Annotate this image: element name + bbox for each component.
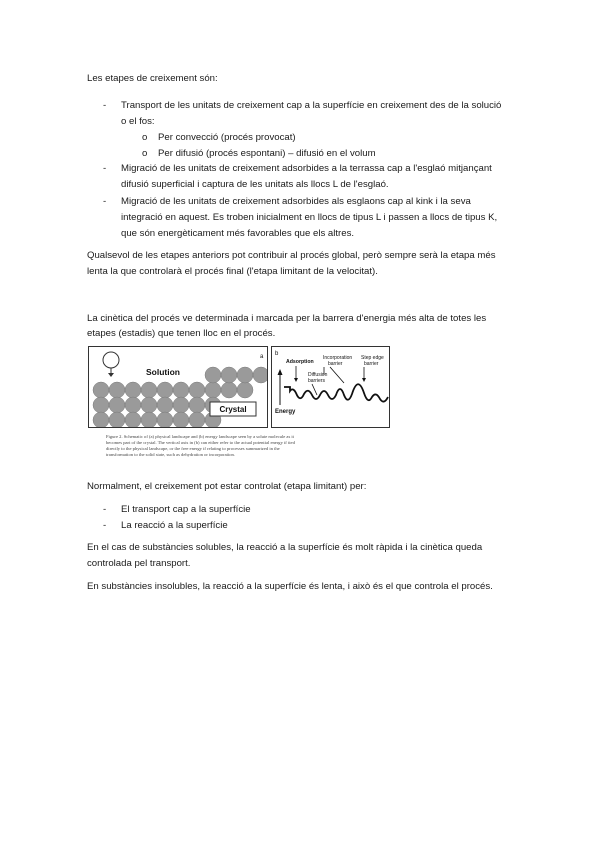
list-item-migration-line1: Migració de les unitats de creixement adsorbides a la terrassa cap a l'esglaó mitjançant (121, 163, 492, 174)
svg-text:+: + (170, 393, 176, 403)
diffusion-barriers-label: barriers (308, 378, 325, 384)
energy-curve (284, 384, 388, 401)
paragraph-cinetica-line1: La cinètica del procés ve determinada i marcada per la barrera d'energia més alta de totes les (87, 313, 487, 324)
list-bullet: - (103, 100, 107, 111)
figure (88, 346, 388, 462)
incorporation-label: Incorporation (323, 355, 353, 361)
list-item-kink-line1: Migració de les unitats de creixement adsorbides als esglaons cap al kink i la seva (121, 196, 471, 207)
svg-text:+: + (186, 393, 192, 403)
sub-item-diffusion: Per difusió (procés espontani) – difusió en el volum (158, 148, 376, 159)
figure-panel-energy-landscape (271, 346, 390, 428)
paragraph-qualsevol-line2: lenta la que controlarà el procés final (l'etapa limitant de la velocitat). (87, 266, 378, 277)
list-item-migration-line2: difusió superficial i captura de les unitats als llocs L de l'esglaó. (121, 179, 389, 190)
sub-bullet: o (142, 132, 148, 143)
incorporation-barrier-label: barrier (328, 361, 343, 367)
intro-paragraph: Les etapes de creixement són: (87, 73, 218, 84)
svg-text:+: + (122, 393, 128, 403)
svg-text:+: + (250, 378, 256, 388)
figure-caption (106, 434, 378, 458)
list-item-kink-line2: integració en aquest. Es troben inicialment en llocs de tipus L i passen a llocs de tipus K, (121, 212, 498, 223)
solute-molecule-icon (103, 352, 119, 377)
step-edge-barrier-label: barrier (364, 361, 379, 367)
paragraph-solubles-line1: En el cas de substàncies solubles, la reacció a la superfície és molt ràpida i la cinètica queda (87, 542, 483, 553)
caption-line: Figure 2. Schematic of (a) physical landscape and (b) energy landscape seen by a solute molecule as it (106, 434, 294, 439)
paragraph-normalment: Normalment, el creixement pot estar controlat (etapa limitant) per: (87, 481, 367, 492)
paragraph-cinetica-line2: etapes (estadis) que tenen lloc en el procés. (87, 328, 276, 339)
adsorption-label: Adsorption (286, 359, 314, 365)
paragraph-qualsevol-line1: Qualsevol de les etapes anteriors pot contribuir al procés global, però sempre serà la etapa més (87, 250, 496, 261)
svg-text:+: + (106, 393, 112, 403)
list-item-reaction: La reacció a la superfície (121, 520, 228, 531)
paragraph-insolubles: En substàncies insolubles, la reacció a la superfície és lenta, i això és el que controla el procés. (87, 581, 493, 592)
solution-label: Solution (146, 367, 180, 377)
svg-text:+: + (218, 378, 224, 388)
list-item-transport-line1: Transport de les unitats de creixement cap a la superfície en creixement des de la solució (121, 100, 502, 111)
caption-line: transformation to the solid state, such as dehydration or incorporation. (106, 452, 235, 457)
svg-text:+: + (234, 378, 240, 388)
crystal-atoms (93, 367, 267, 427)
crystal-label: Crystal (219, 405, 247, 414)
figure-panel-physical-landscape (88, 346, 268, 428)
sub-bullet: o (142, 148, 148, 159)
svg-text:+: + (138, 393, 144, 403)
list-bullet: - (103, 196, 107, 207)
list-bullet: - (103, 520, 107, 531)
list-bullet: - (103, 163, 107, 174)
list-item-transport-line2: o el fos: (121, 116, 155, 127)
list-bullet: - (103, 504, 107, 515)
panel-b-tag: b (275, 351, 279, 357)
caption-line: becomes part of the crystal. The vertical axis in (b) can either refer to the actual potential energy if tied (106, 440, 295, 445)
list-item-transport: El transport cap a la superfície (121, 504, 251, 515)
svg-text:+: + (154, 393, 160, 403)
step-edge-label: Step edge (361, 355, 384, 361)
diffusion-label: Diffusion (308, 372, 328, 378)
panel-a-tag: a (260, 354, 264, 360)
paragraph-solubles-line2: controlada pel transport. (87, 558, 191, 569)
energy-axis-label: Energy (275, 409, 296, 415)
sub-item-convection: Per convecció (procés provocat) (158, 132, 296, 143)
list-item-kink-line3: que són energèticament més favorables que els altres. (121, 228, 355, 239)
caption-line: directly to the physical landscape, or the free energy if relating to processes summarized in the (106, 446, 280, 451)
